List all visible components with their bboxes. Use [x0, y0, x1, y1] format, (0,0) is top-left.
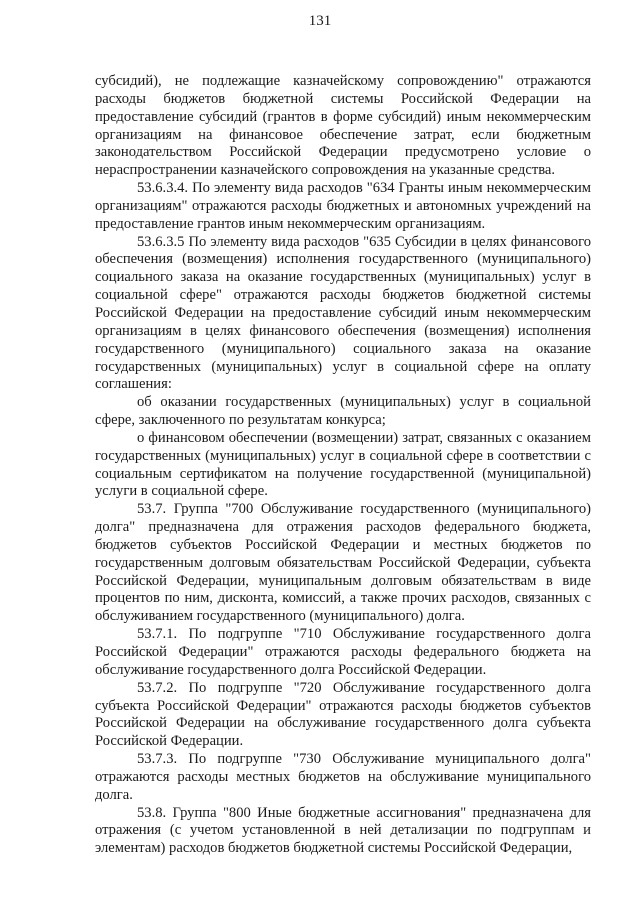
document-body — [95, 73, 591, 858]
paragraph-53-8: 53.8. Группа "800 Иные бюджетные ассигнования" предназначена для отражения (с учетом установленной в ней детализации по подгруппам и элементам) расходов бюджетов бюджетной системы Российской Федерации, — [95, 804, 591, 857]
paragraph-53-6-3-5: 53.6.3.5 По элементу вида расходов "635 Субсидии в целях финансового обеспечения (возмещения) исполнения государственного (муниципального) социального заказа на оказание государственных (муниципальных) услуг в социальной сфере" отражаются расходы бюджетов бюджетной системы Российской Федерации на предоставление субсидий иным некоммерческим организациям в целях финансового обеспечения (возмещения) исполнения государственного (муниципального) социального заказа на оказание государственных (муниципальных) услуг в социальной сфере на оплату соглашения: — [95, 233, 591, 393]
paragraph-continuation: субсидий), не подлежащие казначейскому сопровождению" отражаются расходы бюджетов бюджетной системы Российской Федерации на предоставление субсидий (грантов в форме субсидий) иным некоммерческим организациям на финансовое обеспечение затрат, если бюджетным законодательством Российской Федерации предусмотрено условие о нераспространении казначейского сопровождения на указанные средства. — [95, 73, 591, 179]
paragraph-list-item-contest: об оказании государственных (муниципальных) услуг в социальной сфере, заключенного по результатам конкурса; — [95, 394, 591, 429]
paragraph-53-7-3: 53.7.3. По подгруппе "730 Обслуживание муниципального долга" отражаются расходы местных бюджетов на обслуживание муниципального долга. — [95, 751, 591, 803]
page-number: 131 — [308, 13, 332, 29]
paragraph-53-7-1: 53.7.1. По подгруппе "710 Обслуживание государственного долга Российской Федерации" отражаются расходы федерального бюджета на обслуживание государственного долга Российской Федерации. — [95, 626, 591, 678]
paragraph-53-7: 53.7. Группа "700 Обслуживание государственного (муниципального) долга" предназначена для отражения расходов федерального бюджета, бюджетов субъектов Российской Федерации и местных бюджетов по государственным долговым обязательствам Российской Федерации, субъекта Российской Федерации, муниципальным долговым обязательствам в виде процентов по ним, дисконта, комиссий, а также прочих расходов, связанных с обслуживанием государственного (муниципального) долга. — [95, 501, 591, 625]
paragraph-list-item-certificate: о финансовом обеспечении (возмещении) затрат, связанных с оказанием государственных (муниципальных) услуг в социальной сфере в соответствии с социальным сертификатом на получение государственной (муниципальной) услуги в социальной сфере. — [95, 429, 591, 500]
paragraph-53-6-3-4: 53.6.3.4. По элементу вида расходов "634 Гранты иным некоммерческим организациям" отражаются расходы бюджетных и автономных учреждений на предоставление грантов иным некоммерческим организациям. — [95, 180, 591, 232]
paragraph-53-7-2: 53.7.2. По подгруппе "720 Обслуживание государственного долга субъекта Российской Федерации" отражаются расходы бюджетов субъектов Российской Федерации на обслуживание государственного долга субъекта Российской Федерации. — [95, 679, 591, 750]
